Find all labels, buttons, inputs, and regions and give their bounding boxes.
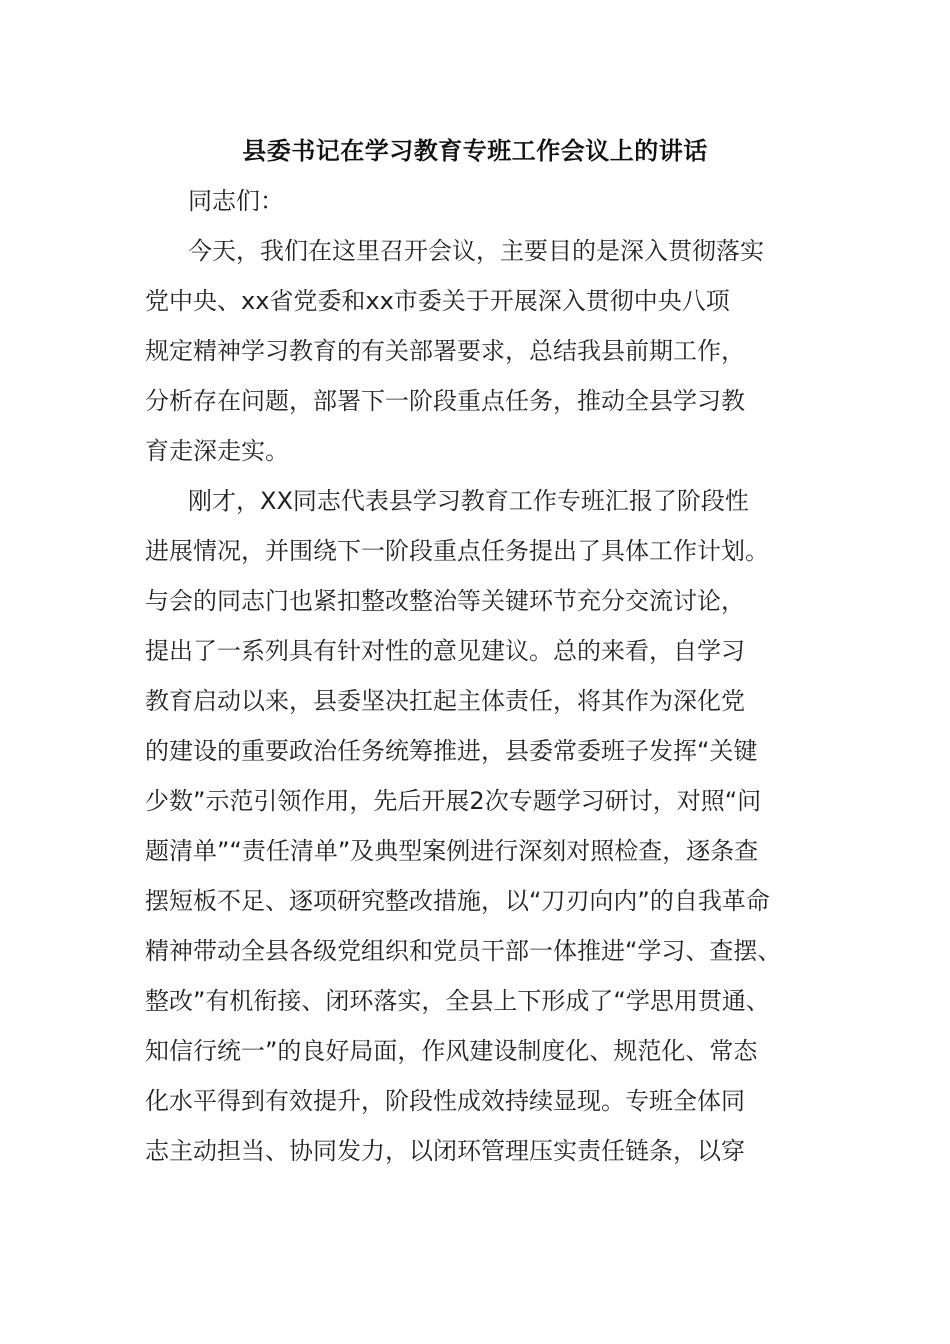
salutation: 同志们：	[188, 187, 284, 215]
document-title: 县委书记在学习教育专班工作会议上的讲话	[242, 137, 708, 165]
paragraph-2-line-14: 志主动担当、协同发力，以闭环管理压实责任链条，以穿	[145, 1137, 745, 1165]
paragraph-2-line-8: 题清单”“责任清单”及典型案例进行深刻对照检查，逐条查	[145, 837, 759, 865]
paragraph-1-line-5: 育走深走实。	[145, 437, 289, 465]
paragraph-1-line-3: 规定精神学习教育的有关部署要求，总结我县前期工作，	[145, 337, 745, 365]
paragraph-2-line-9: 摆短板不足、逐项研究整改措施，以“刀刃向内”的自我革命	[145, 887, 770, 915]
paragraph-1-line-4: 分析存在问题，部署下一阶段重点任务，推动全县学习教	[145, 387, 745, 415]
paragraph-2-line-11: 整改”有机衔接、闭环落实，全县上下形成了“学思用贯通、	[145, 987, 770, 1015]
paragraph-2-line-4: 提出了一系列具有针对性的意见建议。总的来看，自学习	[145, 637, 745, 665]
paragraph-2-line-7: 少数”示范引领作用，先后开展2次专题学习研讨，对照“问	[145, 787, 762, 815]
paragraph-2-line-1: 刚才，XX同志代表县学习教育工作专班汇报了阶段性	[188, 487, 749, 515]
paragraph-2-line-10: 精神带动全县各级党组织和党员干部一体推进“学习、查摆、	[145, 937, 782, 965]
paragraph-2-line-6: 的建设的重要政治任务统筹推进，县委常委班子发挥“关键	[145, 737, 758, 765]
paragraph-2-line-2: 进展情况，并围绕下一阶段重点任务提出了具体工作计划。	[145, 537, 769, 565]
paragraph-2-line-13: 化水平得到有效提升，阶段性成效持续显现。专班全体同	[145, 1087, 745, 1115]
paragraph-1-line-2: 党中央、xx省党委和xx市委关于开展深入贯彻中央八项	[145, 287, 730, 315]
paragraph-2-line-3: 与会的同志门也紧扣整改整治等关键环节充分交流讨论，	[145, 587, 745, 615]
paragraph-2-line-5: 教育启动以来，县委坚决扛起主体责任，将其作为深化党	[145, 687, 745, 715]
paragraph-2-line-12: 知信行统一”的良好局面，作风建设制度化、规范化、常态	[145, 1037, 758, 1065]
paragraph-1-line-1: 今天，我们在这里召开会议，主要目的是深入贯彻落实	[188, 237, 764, 265]
